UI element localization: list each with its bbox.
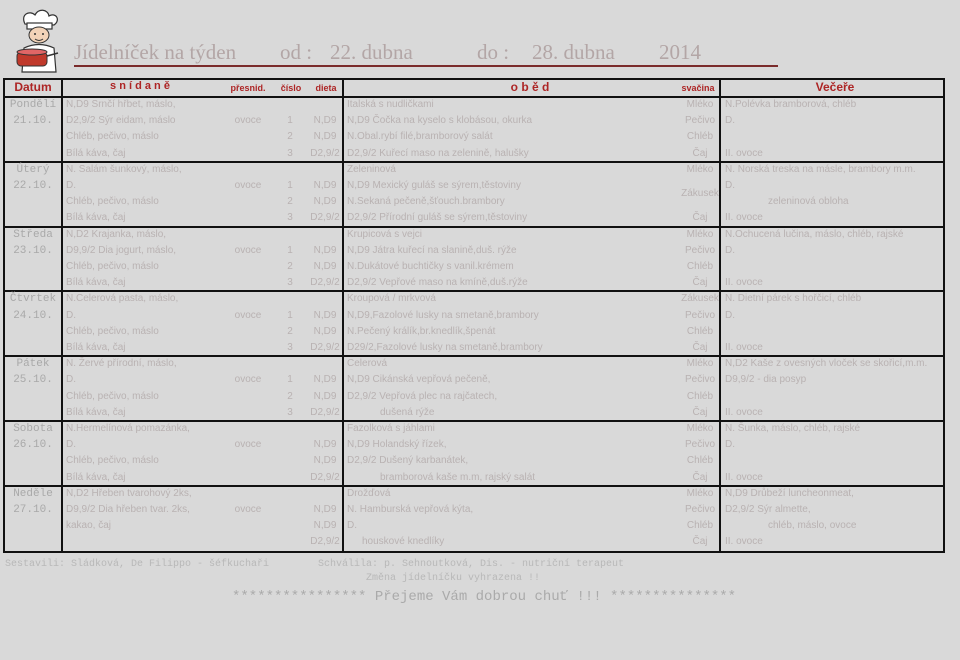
menu-cell-dieta: N,D9 (313, 455, 337, 467)
header-snidane: s n í d a n ě (110, 80, 170, 92)
menu-cell-obed: D29/2,Fazolové lusky na smetaně,brambory (347, 342, 543, 353)
menu-cell-obed: bramborová kaše m.m, rajský salát (380, 471, 536, 483)
menu-cell-obed: D2,9/2 Vepřové maso na kmíně,duš.rýže (347, 277, 528, 289)
presnid-value: ovoce (234, 180, 262, 191)
menu-cell-snidane: D. (66, 309, 76, 321)
menu-cell-obed: Drožďová (347, 487, 391, 499)
menu-cell-vecere: II. ovoce (725, 212, 763, 224)
menu-cell-snidane: Chléb, pečivo, máslo (66, 261, 159, 272)
day-name: Pátek (16, 358, 50, 371)
menu-cell-cislo: 2 (287, 131, 293, 143)
menu-cell-obed: Kroupová / mrkvová (347, 293, 436, 305)
day-date: 26.10. (13, 439, 53, 452)
menu-cell-vecere: N. Norská treska na másle, brambory m.m. (725, 163, 916, 175)
menu-cell-snidane: N. Žervé přírodní, máslo, (66, 358, 177, 370)
menu-cell-cislo: 2 (287, 325, 293, 337)
menu-cell-dieta: N,D9 (313, 261, 337, 272)
menu-cell-vecere: N.Ochucená lučina, máslo, chléb, rajské (725, 228, 904, 240)
menu-cell-snidane: N,D2 Hřeben tvarohový 2ks, (66, 487, 192, 499)
menu-cell-dieta: N,D9 (313, 504, 337, 515)
menu-cell-obed: N,D9 Holandský řízek, (347, 439, 447, 451)
menu-cell-snidane: D2,9/2 Sýr eidam, máslo (66, 115, 176, 127)
day-date: 27.10. (13, 504, 53, 516)
menu-title (74, 39, 778, 67)
menu-cell-obed: dušená rýže (380, 406, 435, 418)
presnid-value: ovoce (234, 309, 262, 321)
menu-cell-obed: N,D9 Čočka na kyselo s klobásou, okurka (347, 115, 533, 127)
menu-cell-dieta: N,D9 (313, 325, 337, 337)
menu-cell-snidane: Chléb, pečivo, máslo (66, 455, 159, 467)
menu-cell-cislo: 1 (287, 309, 293, 321)
menu-cell-dieta: N,D9 (313, 439, 337, 451)
menu-cell-svacina: Čaj (692, 147, 708, 159)
day-name: Pondělí (9, 99, 57, 111)
menu-cell-snidane: Bílá káva, čaj (66, 147, 126, 159)
menu-cell-svacina: Pečivo (684, 504, 715, 515)
menu-cell-svacina: Mléko (686, 99, 714, 110)
title-to-label: do : (477, 40, 510, 64)
menu-cell-dieta: N,D9 (313, 244, 337, 256)
col-divider (61, 78, 63, 553)
menu-cell-svacina: Chléb (686, 455, 714, 467)
menu-cell-snidane: Bílá káva, čaj (66, 471, 126, 483)
menu-cell-obed: N,D9,Fazolové lusky na smetaně,brambory (347, 309, 539, 321)
menu-cell-obed: N,D9 Játra kuřecí na slanině,duš. rýže (347, 244, 517, 256)
menu-cell-cislo: 2 (287, 390, 293, 402)
menu-cell-svacina: Pečivo (684, 374, 715, 386)
menu-cell-svacina: Čaj (692, 277, 708, 289)
menu-cell-obed: D2,9/2 Vepřová plec na rajčatech, (347, 390, 498, 402)
header-obed: o b ě d (510, 80, 550, 94)
menu-cell-svacina: Chléb (686, 520, 714, 532)
menu-cell-vecere: II. ovoce (725, 471, 763, 483)
menu-cell-cislo: 1 (287, 244, 293, 256)
menu-cell-svacina: Pečivo (684, 439, 715, 451)
menu-cell-snidane: Bílá káva, čaj (66, 277, 126, 289)
menu-cell-cislo: 2 (287, 196, 293, 208)
day-name: Sobota (13, 423, 53, 435)
menu-cell-snidane: kakao, čaj (66, 520, 112, 532)
menu-cell-obed: Fazolková s jáhlami (347, 423, 435, 434)
menu-cell-snidane: Chléb, pečivo, máslo (66, 131, 159, 143)
menu-cell-svacina: Mléko (686, 487, 714, 499)
menu-cell-svacina: Čaj (692, 406, 708, 418)
header-presnid: přesnid. (230, 83, 266, 93)
day-name: Úterý (16, 163, 50, 176)
presnid-value: ovoce (234, 504, 262, 515)
menu-cell-obed: N.Pečený králík,br.knedlík,špenát (347, 325, 496, 337)
menu-cell-cislo: 1 (287, 180, 293, 191)
day-name: Středa (13, 228, 53, 241)
menu-cell-snidane: Bílá káva, čaj (66, 406, 126, 418)
menu-cell-svacina: Chléb (686, 325, 714, 337)
menu-cell-svacina: Čaj (692, 536, 708, 548)
day-date: 23.10. (13, 244, 53, 257)
menu-cell-vecere: D. (725, 309, 735, 321)
title-main: Jídelníček na týden (74, 40, 237, 64)
menu-cell-vecere: D. (725, 439, 735, 451)
menu-cell-vecere: N,D9 Drůbeží luncheonmeat, (725, 487, 854, 499)
menu-cell-obed: D2,9/2 Přírodní guláš se sýrem,těstoviny (347, 212, 528, 224)
menu-cell-obed: Celerová (347, 358, 388, 370)
menu-cell-cislo: 3 (287, 212, 293, 224)
footer-zmena: Změna jídelníčku vyhrazena !! (366, 573, 541, 584)
menu-cell-vecere: II. ovoce (725, 147, 763, 159)
chef-icon (8, 8, 70, 74)
footer-sestavili: Sestavili: Sládková, De Filippo - šéfkuchaři (5, 559, 270, 570)
menu-cell-snidane: D. (66, 439, 76, 451)
header-datum: Datum (14, 80, 52, 94)
footer-schvalila: Schválila: p. Sehnoutková, Dis. - nutriční terapeut (318, 559, 625, 570)
header-svacina: svačina (681, 83, 715, 93)
menu-cell-svacina: Čaj (692, 471, 708, 483)
day-date: 21.10. (13, 115, 53, 128)
menu-cell-svacina: Pečivo (684, 115, 715, 127)
menu-cell-obed: D2,9/2 Dušený karbanátek, (347, 455, 469, 467)
menu-cell-vecere: zeleninová obloha (768, 196, 849, 208)
footer-wish: **************** Přejeme Vám dobrou chuť !!! *************** (232, 589, 737, 605)
menu-cell-snidane: N,D2 Krajanka, máslo, (66, 228, 167, 240)
menu-cell-svacina: Pečivo (684, 244, 715, 256)
menu-cell-svacina: Mléko (686, 358, 714, 370)
menu-cell-obed: N.Dukátové buchtičky s vanil.krémem (347, 261, 514, 272)
menu-cell-dieta: N,D9 (313, 196, 337, 208)
menu-cell-obed: N. Hamburská vepřová kýta, (347, 504, 474, 515)
menu-cell-vecere: chléb, máslo, ovoce (768, 520, 857, 532)
presnid-value: ovoce (234, 244, 262, 256)
presnid-value: ovoce (234, 115, 262, 127)
header-vecere: Večeře (815, 80, 855, 94)
menu-cell-svacina: Chléb (686, 390, 714, 402)
menu-cell-dieta: D2,9/2 (310, 406, 340, 418)
menu-cell-obed: Italská s nudličkami (347, 99, 434, 110)
title-to-date: 28. dubna (532, 40, 615, 64)
menu-cell-snidane: D9,9/2 Dia jogurt, máslo, (66, 244, 177, 256)
menu-cell-obed: Krupicová s vejci (347, 228, 423, 240)
day-date: 22.10. (13, 180, 53, 192)
menu-cell-cislo: 2 (287, 261, 293, 272)
menu-cell-snidane: N.Celerová pasta, máslo, (66, 293, 179, 305)
title-from-label: od : (280, 40, 313, 64)
menu-cell-dieta: N,D9 (313, 115, 337, 127)
menu-cell-cislo: 3 (287, 342, 293, 353)
menu-cell-snidane: N,D9 Srnčí hřbet, máslo, (66, 99, 176, 110)
menu-cell-snidane: N. Salám šunkový, máslo, (66, 163, 182, 175)
menu-cell-svacina: Mléko (686, 163, 714, 175)
menu-cell-dieta: D2,9/2 (310, 471, 340, 483)
menu-cell-obed: N.Obal.rybí filé,bramborový salát (347, 131, 493, 143)
menu-cell-obed: N.Sekaná pečeně,šťouch.brambory (347, 196, 505, 208)
menu-cell-snidane: Chléb, pečivo, máslo (66, 390, 159, 402)
menu-cell-svacina: Mléko (686, 228, 714, 240)
menu-cell-obed: houskové knedlíky (362, 536, 445, 548)
menu-cell-vecere: N. Šunka, máslo, chléb, rajské (725, 423, 861, 434)
menu-cell-obed: Zeleninová (347, 163, 396, 175)
menu-cell-cislo: 1 (287, 374, 293, 386)
menu-cell-vecere: D2,9/2 Sýr almette, (725, 504, 811, 515)
menu-cell-vecere: II. ovoce (725, 406, 763, 418)
menu-cell-svacina: Čaj (692, 342, 708, 353)
menu-cell-dieta: N,D9 (313, 309, 337, 321)
menu-cell-dieta: N,D9 (313, 520, 337, 532)
menu-cell-snidane: D9,9/2 Dia hřeben tvar. 2ks, (66, 504, 190, 515)
menu-cell-obed: N,D9 Cikánská vepřová pečeně, (347, 374, 491, 386)
day-date: 24.10. (13, 309, 53, 322)
menu-cell-dieta: N,D9 (313, 390, 337, 402)
menu-cell-vecere: D. (725, 115, 735, 127)
menu-cell-dieta: D2,9/2 (310, 147, 340, 159)
header-cislo: číslo (280, 83, 302, 93)
menu-cell-svacina: Chléb (686, 261, 714, 272)
menu-cell-vecere: II. ovoce (725, 277, 763, 289)
menu-cell-snidane: Chléb, pečivo, máslo (66, 325, 159, 337)
day-date: 25.10. (13, 374, 53, 387)
menu-cell-svacina: Zákusek (681, 293, 719, 305)
menu-cell-dieta: D2,9/2 (310, 342, 340, 353)
menu-cell-snidane: D. (66, 180, 76, 191)
menu-cell-dieta: D2,9/2 (310, 212, 340, 224)
menu-cell-vecere: N.Polévka bramborová, chléb (725, 99, 857, 110)
menu-cell-cislo: 1 (287, 115, 293, 127)
presnid-value: ovoce (234, 374, 262, 386)
menu-cell-svacina: Mléko (686, 423, 714, 434)
menu-cell-snidane: D. (66, 374, 76, 386)
day-name: Neděle (13, 487, 53, 500)
menu-cell-dieta: N,D9 (313, 374, 337, 386)
menu-cell-vecere: II. ovoce (725, 536, 763, 548)
menu-cell-vecere: II. ovoce (725, 342, 763, 353)
menu-cell-dieta: D2,9/2 (310, 536, 340, 548)
menu-cell-svacina: Čaj (692, 212, 708, 224)
menu-cell-obed: D2,9/2 Kuřecí maso na zelenině, halušky (347, 147, 529, 159)
menu-cell-cislo: 3 (287, 406, 293, 418)
menu-cell-dieta: N,D9 (313, 131, 337, 143)
menu-cell-cislo: 3 (287, 277, 293, 289)
menu-cell-snidane: Chléb, pečivo, máslo (66, 196, 159, 208)
menu-cell-vecere: D. (725, 244, 735, 256)
menu-cell-vecere: D. (725, 180, 735, 191)
menu-cell-cislo: 3 (287, 147, 293, 159)
menu-cell-svacina: Pečivo (684, 309, 715, 321)
day-name: Čtvrtek (9, 293, 57, 306)
menu-cell-svacina: Chléb (686, 131, 714, 143)
menu-cell-svacina: Zákusek (681, 188, 719, 200)
header-dieta: dieta (315, 83, 337, 93)
menu-cell-dieta: D2,9/2 (310, 277, 340, 289)
menu-cell-obed: D. (347, 520, 357, 532)
presnid-value: ovoce (234, 439, 262, 451)
title-from-date: 22. dubna (330, 40, 413, 64)
menu-cell-snidane: Bílá káva, čaj (66, 212, 126, 224)
menu-cell-snidane: Bílá káva, čaj (66, 342, 126, 353)
menu-cell-snidane: N.Hermelínová pomazánka, (66, 423, 190, 434)
menu-cell-vecere: D9,9/2 - dia posyp (725, 374, 807, 386)
menu-cell-dieta: N,D9 (313, 180, 337, 191)
menu-cell-vecere: N,D2 Kaše z ovesných vloček se skořicí,m.m. (725, 358, 928, 370)
menu-cell-vecere: N. Dietní párek s hořčicí, chléb (725, 293, 862, 305)
title-year: 2014 (659, 40, 701, 64)
menu-cell-obed: N,D9 Mexický guláš se sýrem,těstoviny (347, 180, 521, 191)
